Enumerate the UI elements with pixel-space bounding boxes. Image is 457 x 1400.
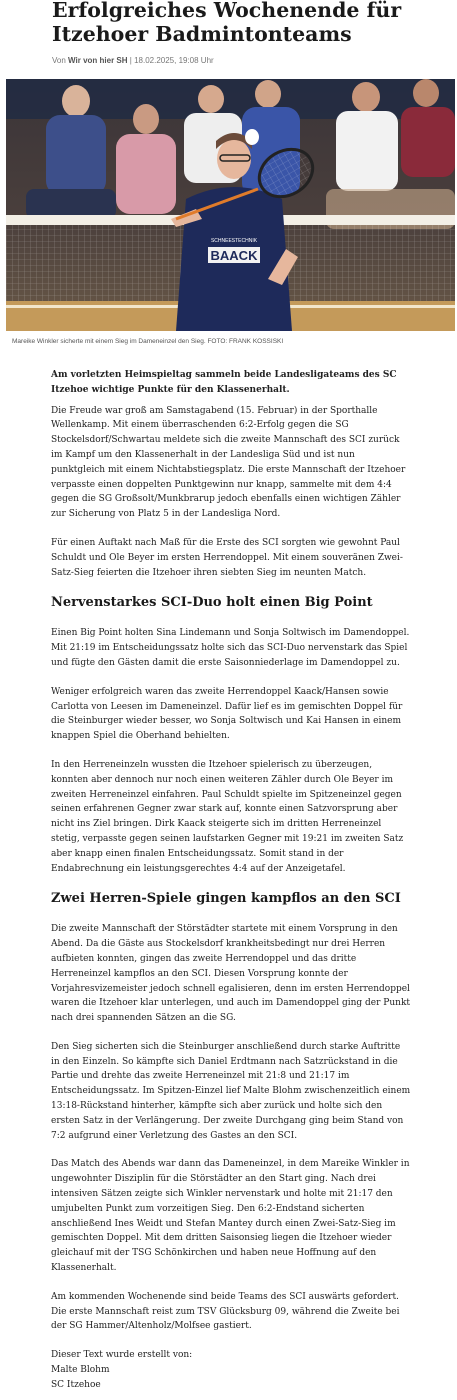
byline-datetime: 18.02.2025, 19:08 Uhr — [134, 56, 214, 65]
article-body — [51, 368, 411, 1393]
badminton-player-photo — [6, 79, 455, 331]
section-heading: Nervenstarkes SCI-Duo holt einen Big Point — [51, 595, 373, 611]
article-paragraph: Weniger erfolgreich waren das zweite Herrendoppel Kaack/Hansen sowie Carlotta von Leesen im Dameneinzel. Dafür lief es im gemischten Doppel für die Steinburger wieder besser, wo Sonja Soltwisch und Kai Hansen in einem knappen Spiel die Oberhand behielten. — [51, 686, 403, 742]
byline-separator: | — [129, 56, 132, 65]
byline-author[interactable]: Wir von hier SH — [68, 56, 128, 65]
article-paragraph: Die Freude war groß am Samstagabend (15. Februar) in der Sporthalle Wellenkamp. Mit einem überraschenden 6:2-Erfolg gegen die SG Stockelsdorf/Schwartau meldete sich die zweite Mannschaft des SCI zurück im Kampf um den Klassenerhalt in der Landesliga Süd und ist nun punktgleich mit einem Nichtabstiegsplatz. Die erste Mannschaft der Itzehoer verpasste einen doppelten Punktgewinn nur knapp, sammelte mit dem 4:4 gegen die SG Großsolt/Munkbrarup jedoch ebenfalls einen wichtigen Zähler zur Sicherung von Platz 5 in der Landesliga Nord. — [51, 405, 406, 520]
credit-line: Dieser Text wurde erstellt von: — [51, 1350, 193, 1361]
article-paragraph: Das Match des Abends war dann das Dameneinzel, in dem Mareike Winkler in ungewohnter Disziplin für die Störstädter an den Start ging. Nach drei intensiven Sätzen zeigte sich Winkler nervenstark und holte mit 21:17 den umjubelten Punkt zum vorzeitigen Sieg. Den 6:2-Endstand sicherten anschließend Ines Weidt und Stefan Mantey durch einen Zwei-Satz-Sieg im gemischten Doppel. Mit dem dritten Saisonsieg liegen die Itzehoer wieder gleichauf mit der TSG Schönkirchen und haben neue Hoffnung auf den Klassenerhalt. — [51, 1159, 410, 1274]
article-paragraph: Den Sieg sicherten sich die Steinburger anschließend durch starke Auftritte in den Einzeln. So kämpfte sich Daniel Erdtmann nach Satzrückstand in die Partie und drehte das zweite Herreneinzel mit 21:8 und 21:17 im Entscheidungssatz. Im Spitzen-Einzel lief Malte Blohm zwischenzeitlich einem 13:18-Rückstand hinterher, kämpfte sich aber zurück und holte sich den ersten Satz in der Verlängerung. Der zweite Durchgang ging beim Stand von 7:2 aufgrund einer Verletzung des Gastes an den SCI. — [51, 1041, 411, 1141]
article-paragraph: Am kommenden Wochenende sind beide Teams des SCI auswärts gefordert. Die erste Mannschaft reist zum TSV Glücksburg 09, während die Zweite bei der SG Hammer/Altenholz/Molfsee gastiert. — [51, 1291, 400, 1332]
section-heading: Zwei Herren-Spiele gingen kampflos an den SCI — [51, 891, 401, 907]
article-lead: Am vorletzten Heimspieltag sammeln beide Landesligateams des SC Itzehoe wichtige Punkte für den Klassenerhalt. — [51, 370, 397, 395]
article-headline: Erfolgreiches Wochenende für Itzehoer Badmintonteams — [52, 0, 402, 46]
article-paragraph: Einen Big Point holten Sina Lindemann und Sonja Soltwisch im Damendoppel. Mit 21:19 im Entscheidungssatz holte sich das SCI-Duo nervenstark das Spiel und fügte den Gästen damit die erste Saisonniederlage im Damendoppel zu. — [51, 628, 410, 668]
byline — [52, 56, 214, 65]
credit-author: Malte Blohm — [51, 1365, 110, 1376]
shirt-top-text: SCHNEESTECHNIK — [210, 238, 258, 244]
author-credit — [51, 1348, 411, 1392]
article-paragraph: Die zweite Mannschaft der Störstädter startete mit einem Vorsprung in den Abend. Da die Gäste aus Stockelsdorf krankheitsbedingt nur drei Herren aufbieten konnten, gingen das zweite Herrendoppel und das dritte Herreneinzel kampflos an den SCI. Diesen Vorsprung konnte der Vorjahresvizemeister jedoch schnell egalisieren, denn im ersten Herrendoppel waren die Itzehoer klar unterlegen, und auch im Damendoppel ging der Punkt nach drei spannenden Sätzen an die SG. — [51, 924, 411, 1024]
photo-caption: Mareike Winkler sicherte mit einem Sieg im Dameneinzel den Sieg. FOTO: FRANK KOSSISKI — [12, 338, 284, 345]
byline-prefix: Von — [52, 56, 66, 65]
article-paragraph: Für einen Auftakt nach Maß für die Erste des SCI sorgten wie gewohnt Paul Schuldt und Ole Beyer im ersten Herrendoppel. Mit einem souveränen Zwei-Satz-Sieg feierten die Itzehoer ihren siebten Sieg im neunten Match. — [51, 537, 403, 578]
article-paragraph: In den Herreneinzeln wussten die Itzehoer spielerisch zu überzeugen, konnten aber dennoch nur noch einen weiteren Zähler durch Ole Beyer im zweiten Herreneinzel einfahren. Paul Schuldt spielte im Spitzeneinzel gegen seinen erfahrenen Gegner zwar stark auf, konnte einen Satzvorsprung aber nicht ins Ziel bringen. Dirk Kaack steigerte sich im dritten Herreneinzel stetig, verpasste gegen seinen laufstarken Gegner mit 19:21 im zweiten Satz aber knapp einen finalen Entscheidungssatz. Somit stand in der Endabrechnung ein leistungsgerechtes 4:4 auf der Anzeigetafel. — [51, 759, 404, 874]
credit-club: SC Itzehoe — [51, 1379, 101, 1390]
shirt-text: BAACK — [210, 248, 258, 263]
article-photo — [6, 79, 455, 331]
